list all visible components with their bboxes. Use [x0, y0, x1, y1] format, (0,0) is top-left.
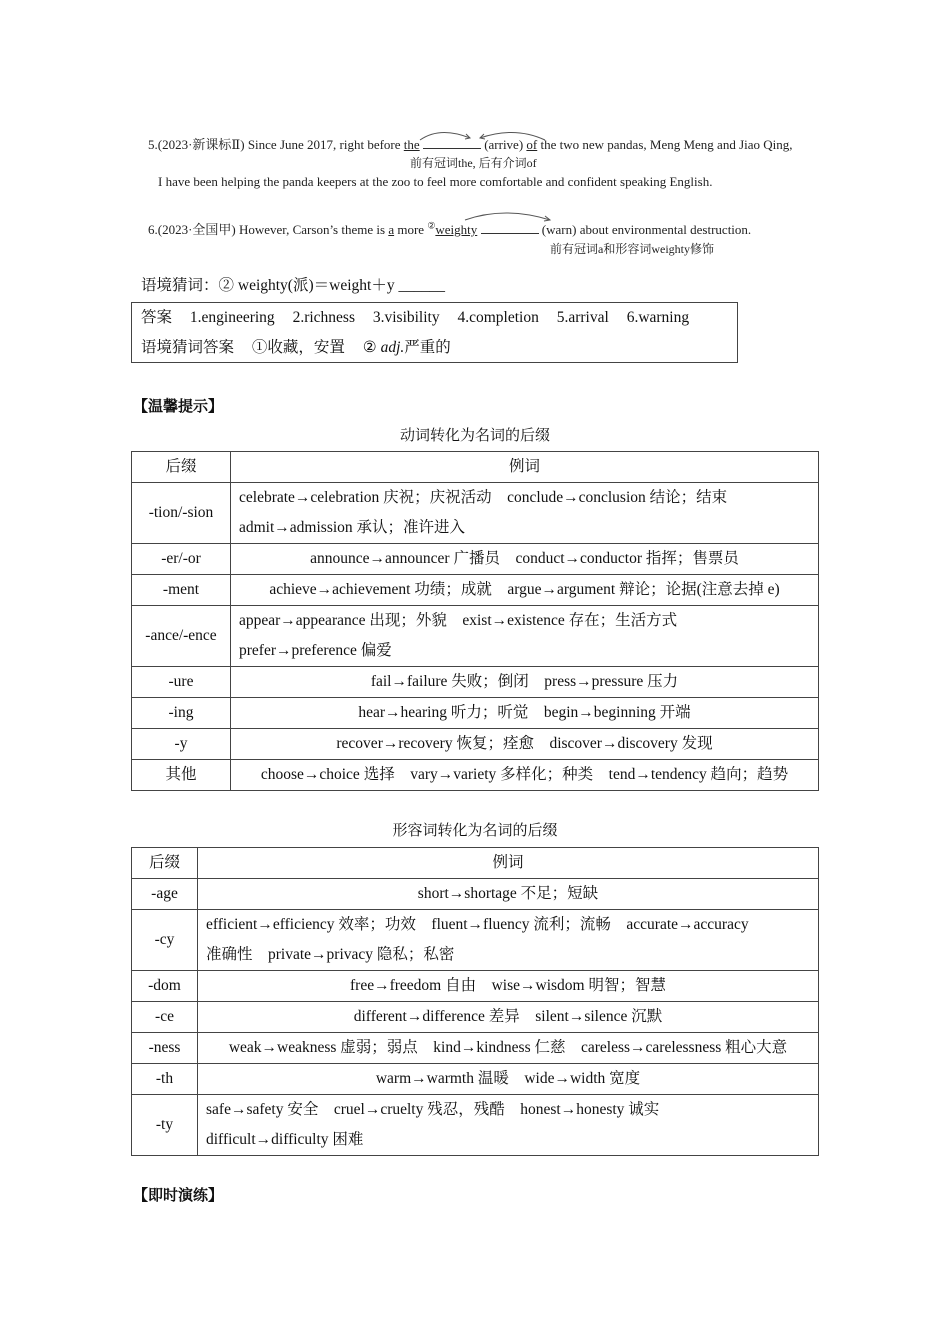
example-cell: short→shortage 不足；短缺: [198, 879, 819, 910]
example-cell: choose→choice 选择 vary→variety 多样化；种类 tend→tendency 趋向；趋势: [231, 760, 819, 791]
preposition-of: of: [526, 137, 538, 152]
table-row: [132, 1095, 819, 1156]
table-row: [132, 544, 819, 575]
suffix-cell: -ness: [132, 1033, 198, 1064]
table-row: [132, 910, 819, 971]
answer-label: 答案: [141, 309, 173, 326]
example-cell: achieve→achievement 功绩；成就 argue→argument 辩论；论据(注意去掉 e): [231, 575, 819, 606]
example-cell: recover→recovery 恢复；痊愈 discover→discovery 发现: [231, 729, 819, 760]
example-cell: warm→warmth 温暖 wide→width 宽度: [198, 1064, 819, 1095]
suffix-cell: 其他: [132, 760, 231, 791]
article-the: the: [403, 137, 420, 152]
header-examples: 例词: [198, 848, 819, 879]
suffix-cell: -ce: [132, 1002, 198, 1033]
verb-table-caption: 动词转化为名词的后缀: [399, 426, 550, 444]
suffix-cell: -ance/-ence: [132, 606, 231, 667]
suffix-cell: -cy: [132, 910, 198, 971]
table-row: [132, 575, 819, 606]
table-row: [132, 879, 819, 910]
example-6-note: 前有冠词a和形容词weighty修饰: [550, 242, 714, 256]
suffix-cell: -dom: [132, 971, 198, 1002]
example-cell: efficient→efficiency 效率；功效 fluent→fluency 流利；流畅 accurate→accuracy 准确性 private→privacy 隐私；私密: [198, 910, 819, 971]
example-cell: different→difference 差异 silent→silence 沉默: [198, 1002, 819, 1033]
table-header-row: [132, 848, 819, 879]
table-row: [132, 1064, 819, 1095]
suffix-cell: -ing: [132, 698, 231, 729]
answer-item: 4.completion: [457, 309, 539, 326]
suffix-cell: -er/-or: [132, 544, 231, 575]
arrow-annotation-5: [400, 126, 560, 150]
header-examples: 例词: [231, 452, 819, 483]
answer-item: 1.engineering: [189, 309, 275, 326]
guess-answer-1: ①收藏，安置: [251, 339, 345, 356]
example-cell: free→freedom 自由 wise→wisdom 明智；智慧: [198, 971, 819, 1002]
guess-answer-row: 语境猜词答案 ①收藏，安置 ② adj.严重的: [141, 339, 451, 356]
example-cell: safe→safety 安全 cruel→cruelty 残忍，残酷 honest→honesty 诚实 difficult→difficulty 困难: [198, 1095, 819, 1156]
example-5-line1: 5.(2023·新课标Ⅱ) Since June 2017, right before the (arrive) of the two new pandas, Meng Meng and Jiao Qing,: [148, 137, 793, 152]
example-cell: announce→announcer 广播员 conduct→conductor 指挥；售票员: [231, 544, 819, 575]
adj-table-caption: 形容词转化为名词的后缀: [392, 821, 558, 839]
table-row: [132, 698, 819, 729]
suffix-cell: -tion/-sion: [132, 483, 231, 544]
answer-item: 2.richness: [292, 309, 355, 326]
answer-item: 3.visibility: [372, 309, 440, 326]
article-a: a: [388, 222, 395, 237]
example-cell: fail→failure 失败；倒闭 press→pressure 压力: [231, 667, 819, 698]
answer-row: [141, 303, 728, 333]
example-cell: hear→hearing 听力；听觉 begin→beginning 开端: [231, 698, 819, 729]
context-guess-line: 语境猜词：② weighty(派)＝weight＋y ______: [141, 277, 445, 294]
table-row: [132, 971, 819, 1002]
adj-suffix-table: [131, 847, 819, 1156]
answer-item: 6.warning: [626, 309, 690, 326]
table-row: [132, 760, 819, 791]
answer-item: 5.arrival: [556, 309, 609, 326]
table-row: [132, 483, 819, 544]
header-suffix: 后缀: [132, 452, 231, 483]
tip-heading: 【温馨提示】: [133, 397, 224, 415]
table-header-row: [132, 452, 819, 483]
answer-box: [131, 302, 738, 363]
word-weighty: weighty: [435, 222, 478, 237]
arrow-annotation-6: [455, 208, 565, 228]
table-row: [132, 606, 819, 667]
header-suffix: 后缀: [132, 848, 198, 879]
suffix-cell: -ure: [132, 667, 231, 698]
verb-suffix-table: [131, 451, 819, 791]
suffix-cell: -ty: [132, 1095, 198, 1156]
example-5-line2: I have been helping the panda keepers at the zoo to feel more comfortable and confident speaking English.: [158, 174, 713, 189]
example-cell: appear→appearance 出现；外貌 exist→existence 存在；生活方式 prefer→preference 偏爱: [231, 606, 819, 667]
table-row: [132, 1033, 819, 1064]
suffix-cell: -th: [132, 1064, 198, 1095]
guess-answer-label: 语境猜词答案: [141, 339, 235, 356]
table-row: [132, 667, 819, 698]
example-5-note: 前有冠词the, 后有介词of: [410, 156, 537, 170]
practice-heading: 【即时演练】: [133, 1186, 224, 1204]
suffix-cell: -y: [132, 729, 231, 760]
example-cell: weak→weakness 虚弱；弱点 kind→kindness 仁慈 careless→carelessness 粗心大意: [198, 1033, 819, 1064]
example-6-line1: 6.(2023·全国甲) However, Carson’s theme is a more ②weighty (warn) about environmental destruction.: [148, 220, 752, 237]
suffix-cell: -ment: [132, 575, 231, 606]
example-cell: celebrate→celebration 庆祝；庆祝活动 conclude→conclusion 结论；结束 admit→admission 承认；准许进入: [231, 483, 819, 544]
suffix-cell: -age: [132, 879, 198, 910]
table-row: [132, 729, 819, 760]
table-row: [132, 1002, 819, 1033]
